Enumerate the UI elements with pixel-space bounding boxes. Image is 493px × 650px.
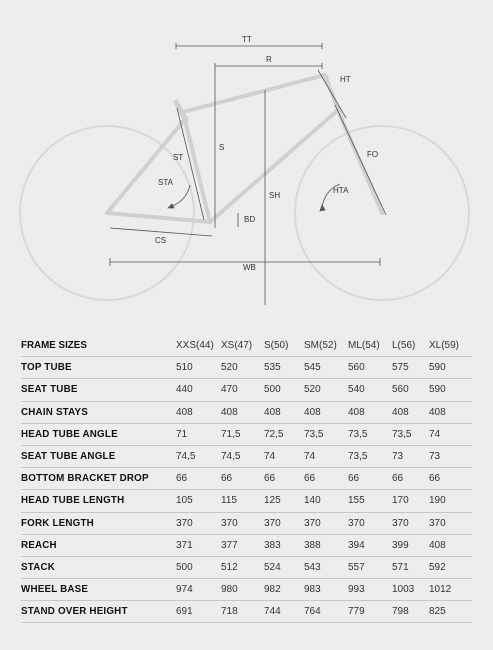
table-cell: 71,5 xyxy=(221,423,264,445)
table-cell: 718 xyxy=(221,601,264,623)
label-ht: HT xyxy=(340,75,351,84)
table-cell: 140 xyxy=(304,490,348,512)
row-label: SEAT TUBE ANGLE xyxy=(21,445,176,467)
table-cell: 73 xyxy=(429,445,472,467)
table-cell: 560 xyxy=(392,379,429,401)
frame-sizes-header: FRAME SIZES xyxy=(21,335,176,357)
row-label: CHAIN STAYS xyxy=(21,401,176,423)
table-cell: 66 xyxy=(304,468,348,490)
row-label: FORK LENGTH xyxy=(21,512,176,534)
table-cell: 764 xyxy=(304,601,348,623)
table-cell: 370 xyxy=(176,512,221,534)
table-cell: 779 xyxy=(348,601,392,623)
row-label: REACH xyxy=(21,534,176,556)
table-cell: 66 xyxy=(348,468,392,490)
table-cell: 470 xyxy=(221,379,264,401)
size-header: XL(59) xyxy=(429,335,472,357)
geometry-table xyxy=(21,335,472,623)
row-label: WHEEL BASE xyxy=(21,579,176,601)
table-cell: 383 xyxy=(264,534,304,556)
table-cell: 993 xyxy=(348,579,392,601)
table-cell: 557 xyxy=(348,556,392,578)
table-cell: 394 xyxy=(348,534,392,556)
table-cell: 408 xyxy=(392,401,429,423)
label-hta: HTA xyxy=(333,186,349,195)
table-cell: 105 xyxy=(176,490,221,512)
table-cell: 408 xyxy=(264,401,304,423)
bike-frame xyxy=(107,75,382,222)
table-row xyxy=(21,512,472,534)
table-cell: 408 xyxy=(176,401,221,423)
table-cell: 974 xyxy=(176,579,221,601)
table-cell: 170 xyxy=(392,490,429,512)
table-cell: 592 xyxy=(429,556,472,578)
table-cell: 66 xyxy=(429,468,472,490)
row-label: BOTTOM BRACKET DROP xyxy=(21,468,176,490)
table-row xyxy=(21,601,472,623)
label-tt: TT xyxy=(242,35,252,44)
table-cell: 74,5 xyxy=(176,445,221,467)
size-header: ML(54) xyxy=(348,335,392,357)
table-cell: 500 xyxy=(264,379,304,401)
table-cell: 370 xyxy=(304,512,348,534)
table-cell: 155 xyxy=(348,490,392,512)
table-cell: 408 xyxy=(221,401,264,423)
table-cell: 74 xyxy=(304,445,348,467)
label-wb: WB xyxy=(243,263,256,272)
table-cell: 560 xyxy=(348,357,392,379)
row-label: SEAT TUBE xyxy=(21,379,176,401)
table-cell: 190 xyxy=(429,490,472,512)
row-label: STACK xyxy=(21,556,176,578)
table-cell: 983 xyxy=(304,579,348,601)
size-header: S(50) xyxy=(264,335,304,357)
table-cell: 440 xyxy=(176,379,221,401)
size-header: L(56) xyxy=(392,335,429,357)
table-cell: 540 xyxy=(348,379,392,401)
table-cell: 543 xyxy=(304,556,348,578)
size-header: XXS(44) xyxy=(176,335,221,357)
label-sta: STA xyxy=(158,178,173,187)
table-cell: 399 xyxy=(392,534,429,556)
table-cell: 66 xyxy=(221,468,264,490)
table-cell: 73,5 xyxy=(392,423,429,445)
table-cell: 115 xyxy=(221,490,264,512)
table-cell: 590 xyxy=(429,379,472,401)
table-cell: 535 xyxy=(264,357,304,379)
label-cs: CS xyxy=(155,236,167,245)
table-row xyxy=(21,423,472,445)
size-header: SM(52) xyxy=(304,335,348,357)
table-cell: 408 xyxy=(429,534,472,556)
table-cell: 72,5 xyxy=(264,423,304,445)
table-cell: 512 xyxy=(221,556,264,578)
table-row xyxy=(21,468,472,490)
table-row xyxy=(21,357,472,379)
table-cell: 73,5 xyxy=(348,445,392,467)
table-cell: 74,5 xyxy=(221,445,264,467)
table-cell: 73 xyxy=(392,445,429,467)
table-cell: 73,5 xyxy=(348,423,392,445)
table-cell: 370 xyxy=(221,512,264,534)
table-cell: 66 xyxy=(392,468,429,490)
table-row xyxy=(21,579,472,601)
label-fo: FO xyxy=(367,150,379,159)
table-cell: 408 xyxy=(429,401,472,423)
table-cell: 408 xyxy=(304,401,348,423)
table-cell: 73,5 xyxy=(304,423,348,445)
table-cell: 798 xyxy=(392,601,429,623)
table-cell: 524 xyxy=(264,556,304,578)
table-header-row xyxy=(21,335,472,357)
table-cell: 74 xyxy=(429,423,472,445)
row-label: HEAD TUBE ANGLE xyxy=(21,423,176,445)
row-label: TOP TUBE xyxy=(21,357,176,379)
table-cell: 370 xyxy=(429,512,472,534)
label-bd: BD xyxy=(244,215,256,224)
table-cell: 691 xyxy=(176,601,221,623)
table-cell: 520 xyxy=(304,379,348,401)
label-s: S xyxy=(219,143,225,152)
table-cell: 980 xyxy=(221,579,264,601)
table-cell: 388 xyxy=(304,534,348,556)
table-cell: 982 xyxy=(264,579,304,601)
row-label: STAND OVER HEIGHT xyxy=(21,601,176,623)
table-row xyxy=(21,379,472,401)
label-sh: SH xyxy=(269,191,281,200)
table-cell: 575 xyxy=(392,357,429,379)
table-cell: 74 xyxy=(264,445,304,467)
table-cell: 510 xyxy=(176,357,221,379)
table-cell: 370 xyxy=(348,512,392,534)
table-cell: 370 xyxy=(264,512,304,534)
table-row xyxy=(21,445,472,467)
row-label: HEAD TUBE LENGTH xyxy=(21,490,176,512)
table-cell: 500 xyxy=(176,556,221,578)
table-cell: 1012 xyxy=(429,579,472,601)
size-header: XS(47) xyxy=(221,335,264,357)
table-cell: 66 xyxy=(264,468,304,490)
table-cell: 66 xyxy=(176,468,221,490)
table-cell: 520 xyxy=(221,357,264,379)
table-row xyxy=(21,534,472,556)
table-cell: 825 xyxy=(429,601,472,623)
table-cell: 370 xyxy=(392,512,429,534)
table-row xyxy=(21,556,472,578)
table-cell: 125 xyxy=(264,490,304,512)
table-cell: 1003 xyxy=(392,579,429,601)
table-cell: 545 xyxy=(304,357,348,379)
table-cell: 744 xyxy=(264,601,304,623)
table-cell: 377 xyxy=(221,534,264,556)
table-cell: 590 xyxy=(429,357,472,379)
table-cell: 71 xyxy=(176,423,221,445)
table-cell: 571 xyxy=(392,556,429,578)
label-r: R xyxy=(266,55,272,64)
table-row xyxy=(21,401,472,423)
label-st: ST xyxy=(173,153,184,162)
table-cell: 408 xyxy=(348,401,392,423)
table-cell: 371 xyxy=(176,534,221,556)
table-row xyxy=(21,490,472,512)
